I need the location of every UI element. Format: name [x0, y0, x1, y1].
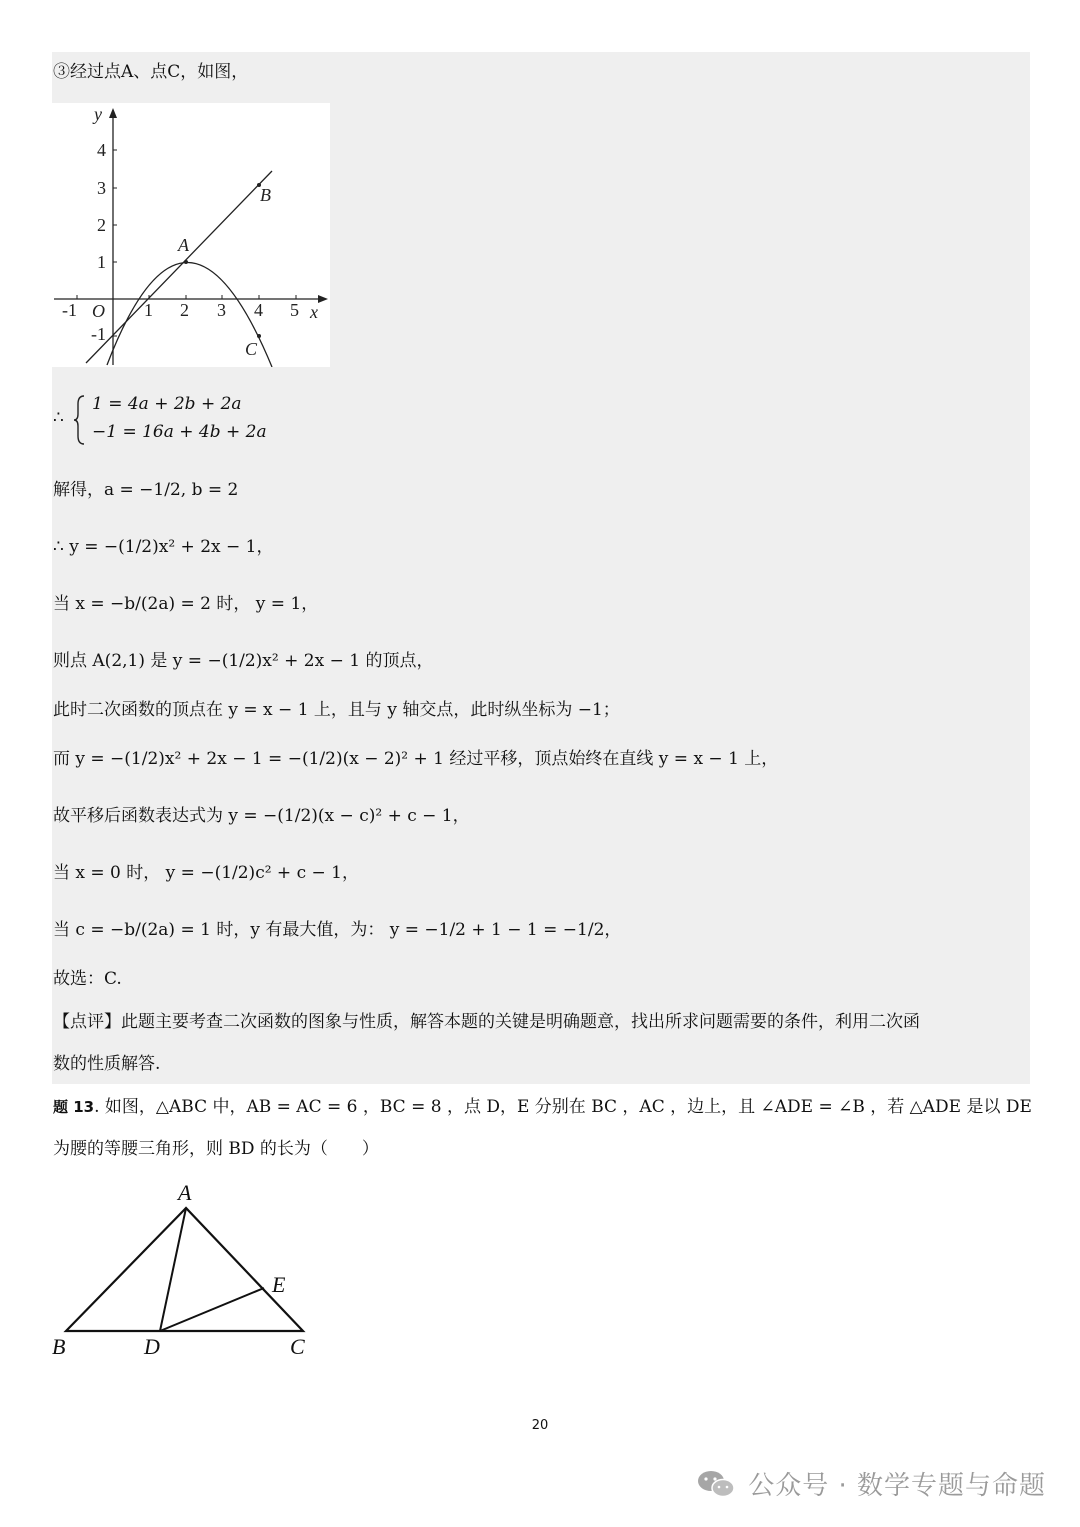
comment-line-1: 【点评】此题主要考查二次函数的图象与性质，解答本题的关键是明确题意，找出所求问题需要的条件，利用二次函	[53, 1012, 920, 1032]
answer-line: 故选：C.	[53, 969, 122, 989]
point-a-label: A	[178, 235, 189, 255]
when-x-line: 当 x = −b/(2a) = 2 时， y = 1，	[53, 594, 319, 614]
watermark	[696, 1465, 1046, 1502]
vertex-b-label: B	[52, 1334, 66, 1359]
vertex-c-label: C	[290, 1334, 305, 1359]
y-tick-4: 4	[97, 140, 106, 160]
x-tick-4: 4	[254, 300, 263, 320]
question-13-text-1: . 如图，△ABC 中，AB = AC = 6 ，BC = 8 ，点 D，E 分别在 BC ，AC ，边上，且 ∠ADE = ∠B ，若 △ADE 是以 DE	[94, 1097, 1032, 1117]
x-axis-label: x	[310, 302, 318, 322]
vertex-line: 则点 A(2,1) 是 y = −(1/2)x² + 2x − 1 的顶点，	[53, 651, 434, 671]
page-number: 20	[531, 1418, 549, 1433]
question-13-label: 题 13	[53, 1098, 95, 1116]
system-brace	[72, 394, 88, 446]
x-tick-1: 1	[144, 300, 153, 320]
therefore-symbol: ∴	[53, 408, 64, 428]
x-tick-2: 2	[180, 300, 189, 320]
y-tick-1: 1	[97, 252, 106, 272]
triangle-abc	[66, 1208, 303, 1331]
vertex-on-line: 此时二次函数的顶点在 y = x − 1 上，且与 y 轴交点，此时纵坐标为 −1；	[53, 700, 620, 720]
point-a-dot	[184, 260, 188, 264]
x-tick-5: 5	[290, 300, 299, 320]
x-tick-3: 3	[217, 300, 226, 320]
y-axis-label: y	[94, 104, 102, 124]
vertex-e-label: E	[272, 1272, 286, 1297]
x-axis-arrow	[318, 295, 328, 303]
segment-ad	[160, 1208, 186, 1331]
origin-label: O	[92, 301, 105, 321]
point-b-label: B	[260, 185, 271, 205]
vertex-a-label: A	[178, 1180, 192, 1205]
x-tick-neg1: -1	[62, 300, 77, 320]
system-equation-2: −1 = 16a + 4b + 2a	[92, 422, 267, 442]
comment-line-2: 数的性质解答.	[53, 1054, 161, 1074]
question-13-line-1	[53, 1095, 1032, 1119]
system-equation-1: 1 = 4a + 2b + 2a	[92, 394, 242, 414]
wechat-icon	[696, 1468, 736, 1500]
question-13-text-2: 为腰的等腰三角形，则 BD 的长为（ ）	[53, 1139, 379, 1159]
case3-intro: ③经过点A、点C，如图，	[53, 62, 249, 82]
coordinate-graph	[52, 103, 330, 367]
line-y-equals-x-minus-1	[86, 171, 272, 363]
x-zero-line: 当 x = 0 时， y = −(1/2)c² + c − 1，	[53, 863, 359, 883]
max-value-line: 当 c = −b/(2a) = 1 时，y 有最大值，为： y = −1/2 + 1 − 1 = −1/2，	[53, 920, 622, 940]
point-c-label: C	[245, 339, 258, 359]
solve-result: 解得，a = −1/2, b = 2	[53, 480, 239, 500]
watermark-text: 公众号 · 数学专题与命题	[748, 1471, 1046, 1501]
segment-de	[160, 1288, 264, 1331]
y-axis-arrow	[109, 108, 117, 118]
point-c-dot	[257, 334, 261, 338]
y-tick-3: 3	[97, 178, 106, 198]
y-tick-neg1: -1	[91, 324, 106, 344]
vertex-d-label: D	[144, 1334, 160, 1359]
translate-line: 而 y = −(1/2)x² + 2x − 1 = −(1/2)(x − 2)² + 1 经过平移，顶点始终在直线 y = x − 1 上，	[53, 749, 779, 769]
after-translate-line: 故平移后函数表达式为 y = −(1/2)(x − c)² + c − 1，	[53, 806, 470, 826]
triangle-figure	[48, 1176, 318, 1370]
y-tick-2: 2	[97, 215, 106, 235]
y-expression: ∴ y = −(1/2)x² + 2x − 1，	[53, 537, 274, 557]
